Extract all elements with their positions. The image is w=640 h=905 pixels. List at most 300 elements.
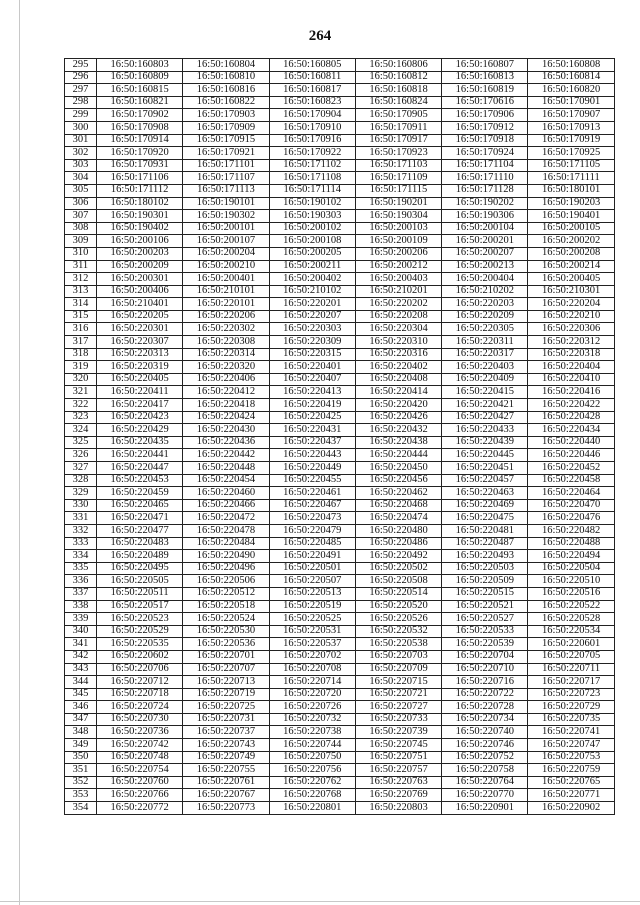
- table-row: [65, 323, 615, 336]
- table-row: [65, 776, 615, 789]
- cadastral-code-cell: 16:50:160805: [269, 59, 355, 72]
- cadastral-code-cell: 16:50:220711: [528, 663, 614, 676]
- cadastral-code-cell: 16:50:220481: [442, 524, 528, 537]
- cadastral-code-cell: 16:50:220756: [269, 764, 355, 777]
- row-number-cell: 328: [65, 474, 97, 487]
- cadastral-code-cell: 16:50:160824: [355, 96, 441, 109]
- cadastral-code-cell: 16:50:170913: [528, 121, 614, 134]
- row-number-cell: 336: [65, 575, 97, 588]
- cadastral-code-cell: 16:50:220719: [183, 688, 269, 701]
- page-number: 264: [308, 28, 332, 44]
- table-row: [65, 147, 615, 160]
- cadastral-code-cell: 16:50:220750: [269, 751, 355, 764]
- cadastral-code-cell: 16:50:220428: [528, 411, 614, 424]
- cadastral-code-cell: 16:50:200103: [355, 222, 441, 235]
- cadastral-code-cell: 16:50:220717: [528, 676, 614, 689]
- cadastral-code-cell: 16:50:220709: [355, 663, 441, 676]
- cadastral-code-cell: 16:50:220476: [528, 512, 614, 525]
- row-number-cell: 345: [65, 688, 97, 701]
- cadastral-code-cell: 16:50:220433: [442, 424, 528, 437]
- cadastral-code-cell: 16:50:220312: [528, 336, 614, 349]
- cadastral-code-cell: 16:50:210102: [269, 285, 355, 298]
- cadastral-code-cell: 16:50:220443: [269, 449, 355, 462]
- row-number-cell: 352: [65, 776, 97, 789]
- cadastral-code-cell: 16:50:220705: [528, 650, 614, 663]
- cadastral-code-cell: 16:50:220494: [528, 550, 614, 563]
- cadastral-code-cell: 16:50:220765: [528, 776, 614, 789]
- cadastral-code-cell: 16:50:200205: [269, 247, 355, 260]
- cadastral-code-cell: 16:50:170907: [528, 109, 614, 122]
- table-row: [65, 802, 615, 815]
- cadastral-code-cell: 16:50:220416: [528, 386, 614, 399]
- cadastral-code-cell: 16:50:220449: [269, 462, 355, 475]
- row-number-cell: 348: [65, 726, 97, 739]
- cadastral-code-cell: 16:50:220766: [97, 789, 183, 802]
- cadastral-code-cell: 16:50:220506: [183, 575, 269, 588]
- cadastral-code-cell: 16:50:220415: [442, 386, 528, 399]
- table-row: [65, 373, 615, 386]
- row-number-cell: 349: [65, 739, 97, 752]
- table-row: [65, 210, 615, 223]
- cadastral-code-cell: 16:50:220524: [183, 613, 269, 626]
- cadastral-code-cell: 16:50:190303: [269, 210, 355, 223]
- cadastral-code-cell: 16:50:220519: [269, 600, 355, 613]
- row-number-cell: 311: [65, 260, 97, 273]
- cadastral-code-cell: 16:50:220759: [528, 764, 614, 777]
- cadastral-code-cell: 16:50:220718: [97, 688, 183, 701]
- cadastral-code-cell: 16:50:220490: [183, 550, 269, 563]
- cadastral-code-cell: 16:50:220768: [269, 789, 355, 802]
- table-row: [65, 134, 615, 147]
- cadastral-code-cell: 16:50:170921: [183, 147, 269, 160]
- cadastral-code-cell: 16:50:220434: [528, 424, 614, 437]
- cadastral-code-cell: 16:50:220761: [183, 776, 269, 789]
- row-number-cell: 303: [65, 159, 97, 172]
- cadastral-code-cell: 16:50:220206: [183, 310, 269, 323]
- cadastral-code-cell: 16:50:220455: [269, 474, 355, 487]
- row-number-cell: 340: [65, 625, 97, 638]
- cadastral-code-cell: 16:50:220536: [183, 638, 269, 651]
- row-number-cell: 334: [65, 550, 97, 563]
- cadastral-code-cell: 16:50:220304: [355, 323, 441, 336]
- table-row: [65, 575, 615, 588]
- cadastral-code-cell: 16:50:220742: [97, 739, 183, 752]
- cadastral-code-cell: 16:50:171106: [97, 172, 183, 185]
- cadastral-code-cell: 16:50:220454: [183, 474, 269, 487]
- cadastral-code-cell: 16:50:220419: [269, 399, 355, 412]
- cadastral-code-cell: 16:50:220504: [528, 562, 614, 575]
- cadastral-code-cell: 16:50:220420: [355, 399, 441, 412]
- row-number-cell: 296: [65, 71, 97, 84]
- cadastral-code-cell: 16:50:220314: [183, 348, 269, 361]
- cadastral-code-cell: 16:50:220470: [528, 499, 614, 512]
- cadastral-code-cell: 16:50:220747: [528, 739, 614, 752]
- cadastral-code-cell: 16:50:160819: [442, 84, 528, 97]
- cadastral-code-cell: 16:50:170902: [97, 109, 183, 122]
- cadastral-code-cell: 16:50:220402: [355, 361, 441, 374]
- cadastral-code-cell: 16:50:171113: [183, 184, 269, 197]
- cadastral-code-cell: 16:50:220527: [442, 613, 528, 626]
- cadastral-code-cell: 16:50:220404: [528, 361, 614, 374]
- cadastral-code-cell: 16:50:220508: [355, 575, 441, 588]
- cadastral-code-cell: 16:50:200108: [269, 235, 355, 248]
- row-number-cell: 323: [65, 411, 97, 424]
- table-row: [65, 121, 615, 134]
- cadastral-code-cell: 16:50:220458: [528, 474, 614, 487]
- cadastral-code-cell: 16:50:220706: [97, 663, 183, 676]
- cadastral-code-cell: 16:50:160807: [442, 59, 528, 72]
- cadastral-code-cell: 16:50:180101: [528, 184, 614, 197]
- cadastral-code-cell: 16:50:170923: [355, 147, 441, 160]
- cadastral-code-cell: 16:50:220729: [528, 701, 614, 714]
- cadastral-code-cell: 16:50:220739: [355, 726, 441, 739]
- cadastral-code-cell: 16:50:220437: [269, 436, 355, 449]
- cadastral-code-cell: 16:50:171107: [183, 172, 269, 185]
- cadastral-code-cell: 16:50:220452: [528, 462, 614, 475]
- cadastral-code-cell: 16:50:220723: [528, 688, 614, 701]
- row-number-cell: 344: [65, 676, 97, 689]
- cadastral-code-cell: 16:50:200201: [442, 235, 528, 248]
- cadastral-code-cell: 16:50:190102: [269, 197, 355, 210]
- cadastral-code-cell: 16:50:220488: [528, 537, 614, 550]
- cadastral-code-cell: 16:50:220466: [183, 499, 269, 512]
- cadastral-code-cell: 16:50:220309: [269, 336, 355, 349]
- table-row: [65, 587, 615, 600]
- row-number-cell: 325: [65, 436, 97, 449]
- cadastral-code-cell: 16:50:170916: [269, 134, 355, 147]
- cadastral-code-cell: 16:50:220475: [442, 512, 528, 525]
- cadastral-code-cell: 16:50:220421: [442, 399, 528, 412]
- cadastral-code-cell: 16:50:220512: [183, 587, 269, 600]
- table-row: [65, 625, 615, 638]
- cadastral-code-cell: 16:50:220465: [97, 499, 183, 512]
- cadastral-code-cell: 16:50:220459: [97, 487, 183, 500]
- cadastral-code-cell: 16:50:220730: [97, 713, 183, 726]
- cadastral-code-cell: 16:50:220315: [269, 348, 355, 361]
- cadastral-code-cell: 16:50:220738: [269, 726, 355, 739]
- cadastral-code-cell: 16:50:220713: [183, 676, 269, 689]
- table-row: [65, 739, 615, 752]
- cadastral-code-cell: 16:50:160822: [183, 96, 269, 109]
- cadastral-code-cell: 16:50:220410: [528, 373, 614, 386]
- cadastral-code-cell: 16:50:170901: [528, 96, 614, 109]
- row-number-cell: 341: [65, 638, 97, 651]
- cadastral-code-cell: 16:50:220710: [442, 663, 528, 676]
- row-number-cell: 301: [65, 134, 97, 147]
- cadastral-code-cell: 16:50:220732: [269, 713, 355, 726]
- cadastral-code-cell: 16:50:190203: [528, 197, 614, 210]
- cadastral-code-cell: 16:50:220447: [97, 462, 183, 475]
- cadastral-code-cell: 16:50:220463: [442, 487, 528, 500]
- cadastral-code-cell: 16:50:180102: [97, 197, 183, 210]
- cadastral-code-cell: 16:50:220493: [442, 550, 528, 563]
- table-row: [65, 562, 615, 575]
- table-row: [65, 222, 615, 235]
- cadastral-code-cell: 16:50:200213: [442, 260, 528, 273]
- cadastral-code-cell: 16:50:220772: [97, 802, 183, 815]
- cadastral-code-cell: 16:50:220721: [355, 688, 441, 701]
- cadastral-code-cell: 16:50:220534: [528, 625, 614, 638]
- cadastral-code-cell: 16:50:190201: [355, 197, 441, 210]
- cadastral-code-cell: 16:50:220405: [97, 373, 183, 386]
- cadastral-code-cell: 16:50:220757: [355, 764, 441, 777]
- cadastral-code-cell: 16:50:220311: [442, 336, 528, 349]
- cadastral-code-cell: 16:50:190304: [355, 210, 441, 223]
- cadastral-code-cell: 16:50:220745: [355, 739, 441, 752]
- cadastral-code-cell: 16:50:210301: [528, 285, 614, 298]
- cadastral-code-cell: 16:50:220467: [269, 499, 355, 512]
- cadastral-code-cell: 16:50:200204: [183, 247, 269, 260]
- table-row: [65, 399, 615, 412]
- cadastral-code-cell: 16:50:171111: [528, 172, 614, 185]
- cadastral-code-cell: 16:50:220720: [269, 688, 355, 701]
- cadastral-code-cell: 16:50:220511: [97, 587, 183, 600]
- table-row: [65, 449, 615, 462]
- cadastral-code-cell: 16:50:200401: [183, 273, 269, 286]
- cadastral-code-cell: 16:50:220726: [269, 701, 355, 714]
- cadastral-code-cell: 16:50:220477: [97, 524, 183, 537]
- cadastral-code-cell: 16:50:160820: [528, 84, 614, 97]
- table-row: [65, 764, 615, 777]
- cadastral-code-cell: 16:50:171105: [528, 159, 614, 172]
- cadastral-code-cell: 16:50:220411: [97, 386, 183, 399]
- cadastral-code-cell: 16:50:200210: [183, 260, 269, 273]
- cadastral-code-cell: 16:50:220430: [183, 424, 269, 437]
- table-row: [65, 348, 615, 361]
- cadastral-code-cell: 16:50:220735: [528, 713, 614, 726]
- cadastral-code-cell: 16:50:220307: [97, 336, 183, 349]
- table-row: [65, 688, 615, 701]
- cadastral-code-cell: 16:50:170922: [269, 147, 355, 160]
- cadastral-code-cell: 16:50:220707: [183, 663, 269, 676]
- cadastral-code-cell: 16:50:220417: [97, 399, 183, 412]
- cadastral-code-cell: 16:50:220441: [97, 449, 183, 462]
- cadastral-code-cell: 16:50:220487: [442, 537, 528, 550]
- cadastral-code-cell: 16:50:220310: [355, 336, 441, 349]
- cadastral-code-cell: 16:50:170917: [355, 134, 441, 147]
- cadastral-code-cell: 16:50:220203: [442, 298, 528, 311]
- table-row: [65, 537, 615, 550]
- table-row: [65, 713, 615, 726]
- cadastral-code-cell: 16:50:200404: [442, 273, 528, 286]
- cadastral-code-cell: 16:50:160810: [183, 71, 269, 84]
- cadastral-code-cell: 16:50:190306: [442, 210, 528, 223]
- row-number-cell: 309: [65, 235, 97, 248]
- cadastral-code-cell: 16:50:200208: [528, 247, 614, 260]
- row-number-cell: 331: [65, 512, 97, 525]
- cadastral-code-cell: 16:50:220412: [183, 386, 269, 399]
- row-number-cell: 343: [65, 663, 97, 676]
- cadastral-code-cell: 16:50:220406: [183, 373, 269, 386]
- cadastral-code-cell: 16:50:170904: [269, 109, 355, 122]
- row-number-cell: 330: [65, 499, 97, 512]
- cadastral-code-cell: 16:50:200207: [442, 247, 528, 260]
- row-number-cell: 338: [65, 600, 97, 613]
- table-row: [65, 613, 615, 626]
- cadastral-code-cell: 16:50:170908: [97, 121, 183, 134]
- cadastral-code-cell: 16:50:220482: [528, 524, 614, 537]
- cadastral-code-cell: 16:50:200212: [355, 260, 441, 273]
- cadastral-code-cell: 16:50:160808: [528, 59, 614, 72]
- table-row: [65, 462, 615, 475]
- cadastral-code-cell: 16:50:220207: [269, 310, 355, 323]
- cadastral-code-cell: 16:50:190101: [183, 197, 269, 210]
- cadastral-code-cell: 16:50:220769: [355, 789, 441, 802]
- cadastral-code-cell: 16:50:200301: [97, 273, 183, 286]
- cadastral-code-cell: 16:50:220492: [355, 550, 441, 563]
- cadastral-code-cell: 16:50:200102: [269, 222, 355, 235]
- cadastral-code-cell: 16:50:171112: [97, 184, 183, 197]
- cadastral-code-cell: 16:50:170919: [528, 134, 614, 147]
- cadastral-code-cell: 16:50:160815: [97, 84, 183, 97]
- row-number-cell: 353: [65, 789, 97, 802]
- cadastral-code-cell: 16:50:220308: [183, 336, 269, 349]
- cadastral-code-cell: 16:50:220469: [442, 499, 528, 512]
- cadastral-code-cell: 16:50:190401: [528, 210, 614, 223]
- cadastral-code-cell: 16:50:220445: [442, 449, 528, 462]
- cadastral-code-cell: 16:50:220464: [528, 487, 614, 500]
- cadastral-code-cell: 16:50:220724: [97, 701, 183, 714]
- row-number-cell: 305: [65, 184, 97, 197]
- cadastral-code-cell: 16:50:220491: [269, 550, 355, 563]
- cadastral-code-cell: 16:50:220762: [269, 776, 355, 789]
- cadastral-code-cell: 16:50:220734: [442, 713, 528, 726]
- cadastral-code-cell: 16:50:160809: [97, 71, 183, 84]
- cadastral-table: [64, 58, 615, 815]
- cadastral-code-cell: 16:50:220319: [97, 361, 183, 374]
- row-number-cell: 299: [65, 109, 97, 122]
- row-number-cell: 306: [65, 197, 97, 210]
- cadastral-code-cell: 16:50:220714: [269, 676, 355, 689]
- cadastral-code-cell: 16:50:220438: [355, 436, 441, 449]
- cadastral-code-cell: 16:50:220902: [528, 802, 614, 815]
- cadastral-code-cell: 16:50:220528: [528, 613, 614, 626]
- cadastral-code-cell: 16:50:171128: [442, 184, 528, 197]
- cadastral-code-cell: 16:50:200107: [183, 235, 269, 248]
- cadastral-code-cell: 16:50:220523: [97, 613, 183, 626]
- cadastral-code-cell: 16:50:220444: [355, 449, 441, 462]
- cadastral-code-cell: 16:50:170903: [183, 109, 269, 122]
- cadastral-code-cell: 16:50:220751: [355, 751, 441, 764]
- table-row: [65, 386, 615, 399]
- table-row: [65, 411, 615, 424]
- cadastral-code-cell: 16:50:220425: [269, 411, 355, 424]
- cadastral-code-cell: 16:50:220727: [355, 701, 441, 714]
- row-number-cell: 346: [65, 701, 97, 714]
- table-row: [65, 726, 615, 739]
- cadastral-code-cell: 16:50:170920: [97, 147, 183, 160]
- cadastral-code-cell: 16:50:220435: [97, 436, 183, 449]
- cadastral-code-cell: 16:50:200211: [269, 260, 355, 273]
- cadastral-code-cell: 16:50:160803: [97, 59, 183, 72]
- row-number-cell: 329: [65, 487, 97, 500]
- row-number-cell: 339: [65, 613, 97, 626]
- row-number-cell: 302: [65, 147, 97, 160]
- table-row: [65, 701, 615, 714]
- cadastral-code-cell: 16:50:220526: [355, 613, 441, 626]
- cadastral-code-cell: 16:50:220708: [269, 663, 355, 676]
- table-row: [65, 96, 615, 109]
- cadastral-code-cell: 16:50:200202: [528, 235, 614, 248]
- cadastral-code-cell: 16:50:220201: [269, 298, 355, 311]
- cadastral-code-cell: 16:50:200406: [97, 285, 183, 298]
- cadastral-code-cell: 16:50:220758: [442, 764, 528, 777]
- table-row: [65, 59, 615, 72]
- cadastral-code-cell: 16:50:220439: [442, 436, 528, 449]
- row-number-cell: 300: [65, 121, 97, 134]
- cadastral-code-cell: 16:50:220460: [183, 487, 269, 500]
- cadastral-code-cell: 16:50:220535: [97, 638, 183, 651]
- cadastral-code-cell: 16:50:220485: [269, 537, 355, 550]
- row-number-cell: 335: [65, 562, 97, 575]
- cadastral-code-cell: 16:50:220431: [269, 424, 355, 437]
- cadastral-code-cell: 16:50:220479: [269, 524, 355, 537]
- table-row: [65, 436, 615, 449]
- row-number-cell: 326: [65, 449, 97, 462]
- cadastral-code-cell: 16:50:220202: [355, 298, 441, 311]
- cadastral-code-cell: 16:50:220413: [269, 386, 355, 399]
- table-row: [65, 550, 615, 563]
- cadastral-code-cell: 16:50:220461: [269, 487, 355, 500]
- cadastral-code-cell: 16:50:220531: [269, 625, 355, 638]
- cadastral-code-cell: 16:50:220302: [183, 323, 269, 336]
- row-number-cell: 314: [65, 298, 97, 311]
- cadastral-code-cell: 16:50:220746: [442, 739, 528, 752]
- cadastral-code-cell: 16:50:220743: [183, 739, 269, 752]
- cadastral-code-cell: 16:50:210101: [183, 285, 269, 298]
- table-row: [65, 336, 615, 349]
- cadastral-code-cell: 16:50:160813: [442, 71, 528, 84]
- cadastral-code-cell: 16:50:220770: [442, 789, 528, 802]
- cadastral-code-cell: 16:50:220748: [97, 751, 183, 764]
- cadastral-code-cell: 16:50:220501: [269, 562, 355, 575]
- cadastral-code-cell: 16:50:220537: [269, 638, 355, 651]
- cadastral-code-cell: 16:50:220702: [269, 650, 355, 663]
- cadastral-code-cell: 16:50:220478: [183, 524, 269, 537]
- cadastral-code-cell: 16:50:220716: [442, 676, 528, 689]
- table-row: [65, 84, 615, 97]
- cadastral-code-cell: 16:50:220530: [183, 625, 269, 638]
- cadastral-code-cell: 16:50:220474: [355, 512, 441, 525]
- cadastral-code-cell: 16:50:220525: [269, 613, 355, 626]
- cadastral-code-cell: 16:50:220522: [528, 600, 614, 613]
- cadastral-code-cell: 16:50:220601: [528, 638, 614, 651]
- cadastral-code-cell: 16:50:200209: [97, 260, 183, 273]
- table-row: [65, 789, 615, 802]
- table-row: [65, 650, 615, 663]
- table-row: [65, 273, 615, 286]
- table-row: [65, 424, 615, 437]
- cadastral-code-cell: 16:50:220725: [183, 701, 269, 714]
- cadastral-code-cell: 16:50:220737: [183, 726, 269, 739]
- cadastral-code-cell: 16:50:220316: [355, 348, 441, 361]
- cadastral-code-cell: 16:50:160811: [269, 71, 355, 84]
- cadastral-code-cell: 16:50:171101: [183, 159, 269, 172]
- cadastral-code-cell: 16:50:220210: [528, 310, 614, 323]
- table-row: [65, 751, 615, 764]
- cadastral-code-cell: 16:50:200101: [183, 222, 269, 235]
- row-number-cell: 322: [65, 399, 97, 412]
- row-number-cell: 316: [65, 323, 97, 336]
- row-number-cell: 327: [65, 462, 97, 475]
- row-number-cell: 351: [65, 764, 97, 777]
- table-row: [65, 663, 615, 676]
- cadastral-code-cell: 16:50:170912: [442, 121, 528, 134]
- cadastral-code-cell: 16:50:220483: [97, 537, 183, 550]
- cadastral-code-cell: 16:50:200106: [97, 235, 183, 248]
- row-number-cell: 350: [65, 751, 97, 764]
- cadastral-code-cell: 16:50:220440: [528, 436, 614, 449]
